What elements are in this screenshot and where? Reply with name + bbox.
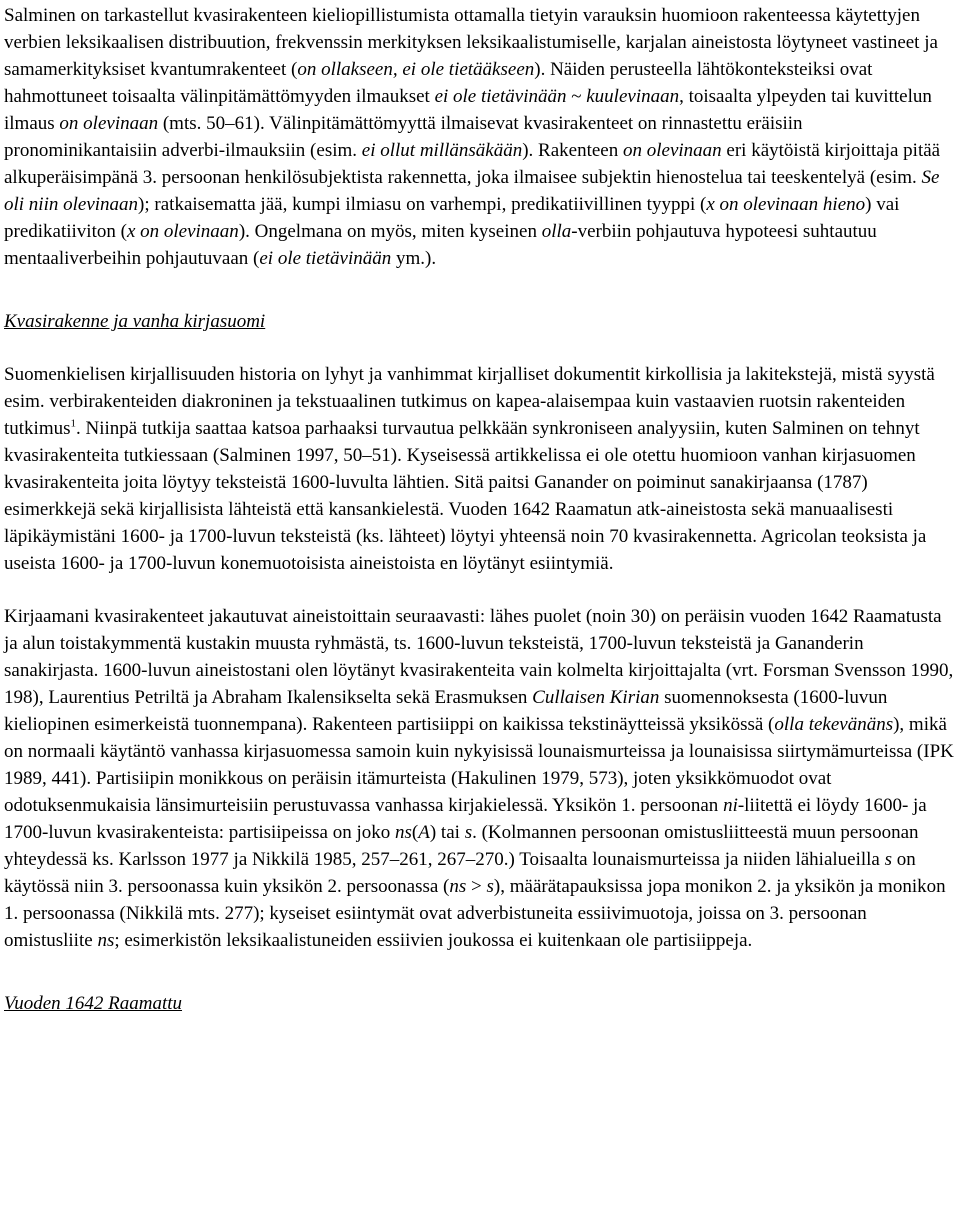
italic-text-run: ei ollut millänsäkään bbox=[361, 140, 523, 161]
text-run: ), määrätapauksissa jopa monikon 2. ja yksikön ja monikon 1. persoonassa (Nikkilä mts. 277); kyseiset esiintymät ovat adverbistuneita essiivimuotoja, joissa on 3. persoonan omistusliite bbox=[4, 876, 946, 951]
italic-text-run: Se oli niin olevinaan bbox=[4, 167, 940, 215]
italic-text-run: ni bbox=[723, 795, 738, 816]
italic-text-run: olla bbox=[541, 221, 572, 242]
text-run: ). Näiden perusteella lähtökonteksteiksi ovat hahmottuneet toisaalta välinpitämättömyyden ilmaukset bbox=[4, 59, 873, 107]
italic-text-run: ns bbox=[97, 930, 115, 951]
italic-text-run: x on olevinaan bbox=[126, 221, 239, 242]
italic-text-run: on olevinaan bbox=[59, 113, 159, 134]
text-run: ) vai predikatiiviton ( bbox=[4, 194, 900, 242]
section-heading-kvasirakenne: Kvasirakenne ja vanha kirjasuomi bbox=[4, 311, 266, 332]
text-run: . (Kolmannen persoonan omistusliitteestä muun persoonan yhteydessä ks. Karlsson 1977 ja Nikkilä 1985, 257–261, 267–270.) Toisaalta lounaismurteissa ja niiden lähialueilla bbox=[4, 822, 919, 870]
italic-text-run: ei ole tietävinään bbox=[259, 248, 392, 269]
text-run: > bbox=[466, 876, 487, 897]
text-run: suomennoksesta (1600-luvun kieliopinen esimerkeistä tuonnempana). Rakenteen partisiippi on kaikissa tekstinäytteissä yksikössä ( bbox=[4, 687, 888, 735]
document-page bbox=[4, 2, 956, 1017]
text-run: Salminen on tarkastellut kvasirakenteen kieliopillistumista ottamalla tietyin varauksin huomioon rakenteessa käytettyjen verbien leksikaalisen distribuution, frekvenssin merkityksen leksikaalistumiselle, karjalan aineistosta löytyneet vastineet ja samamerkityksiset kvantumrakenteet ( bbox=[4, 5, 938, 80]
italic-text-run: ns bbox=[449, 876, 467, 897]
text-run: ) tai bbox=[429, 822, 465, 843]
italic-text-run: on olevinaan bbox=[622, 140, 722, 161]
italic-text-run: x on olevinaan hieno bbox=[706, 194, 866, 215]
italic-text-run: kuulevinaan bbox=[586, 86, 680, 107]
text-run: ). Ongelmana on myös, miten kyseinen bbox=[238, 221, 542, 242]
paragraph-salminen bbox=[4, 2, 956, 272]
italic-text-run: ns bbox=[395, 822, 412, 843]
paragraph-kirjaamani bbox=[4, 603, 956, 954]
text-run: eri käytöistä kirjoittaja pitää alkuperäisimpänä 3. persoonan henkilösubjektista rakennetta, joka ilmaisee subjektin hienostelua tai teeskentelyä (esim. bbox=[4, 140, 941, 188]
text-run: -liitettä ei löydy 1600- ja 1700-luvun kvasirakenteista: partisiipeissa on joko bbox=[4, 795, 927, 843]
italic-text-run: A bbox=[418, 822, 430, 843]
footnote-marker: 1 bbox=[70, 417, 77, 430]
text-run: Kirjaamani kvasirakenteet jakautuvat aineistoittain seuraavasti: lähes puolet (noin 30) on peräisin vuoden 1642 Raamatusta ja alun toistakymmentä kustakin muusta ryhmästä, ts. 1600-luvun teksteistä, 1700-luvun teksteistä ja Gananderin sanakirjasta. 1600-luvun aineistostani olen löytänyt kvasirakenteita vain kolmelta kirjoittajalta (vrt. Forsman Svensson 1990, 198), Laurentius Petriltä ja Abraham Ikalensikselta sekä Erasmuksen bbox=[4, 606, 954, 708]
text-run: -verbiin pohjautuva hypoteesi suhtautuu mentaaliverbeihin pohjautuvaan ( bbox=[4, 221, 877, 269]
text-run: , toisaalta ylpeyden tai kuvittelun ilmaus bbox=[4, 86, 932, 134]
italic-text-run: s bbox=[464, 822, 473, 843]
text-run: ), mikä on normaali käytäntö vanhassa kirjasuomessa samoin kuin nykyisissä lounaismurteissa ja lounaisissa siirtymämurteissa (IPK 1989, 441). Partisiipin monikkous on peräisin itämurteista (Hakulinen 1979, 573), joten yksikkömuodot ovat odotuksenmukaisia länsimurteisiin perustuvassa vanhassa kirjakielessä. Yksikön 1. persoonan bbox=[4, 714, 954, 816]
paragraph-suomenkielisen bbox=[4, 361, 956, 577]
italic-text-run: olla tekevänäns bbox=[774, 714, 894, 735]
text-run: . Niinpä tutkija saattaa katsoa parhaaksi turvautua pelkkään synkroniseen analyysiin, kuten Salminen on tehnyt kvasirakenteita tutkiessaan (Salminen 1997, 50–51). Kyseisessä artikkelissa ei ole otettu huomioon vanhan kirjasuomen kvasirakenteita joita löytyy teksteistä 1600-luvulta lähtien. Sitä paitsi Ganander on poiminut sanakirjaansa (1787) esimerkkejä sekä kirjallisista lähteistä että kansankielestä. Vuoden 1642 Raamatun atk-aineistosta sekä manuaalisesti läpikäymistäni 1600- ja 1700-luvun teksteistä (ks. lähteet) löytyi yhteensä noin 70 kvasirakennetta. Agricolan teoksista ja useista 1600- ja 1700-luvun konemuotoisista aineistoista en löytänyt esiintymiä. bbox=[4, 418, 927, 574]
text-run: ( bbox=[411, 822, 419, 843]
italic-text-run: s bbox=[884, 849, 893, 870]
text-run: ). Rakenteen bbox=[522, 140, 623, 161]
italic-text-run: s bbox=[486, 876, 494, 897]
text-run: (mts. 50–61). Välinpitämättömyyttä ilmaisevat kvasirakenteet on rinnastettu eräisiin pronominikantaisiin adverbi-ilmauksiin (esim. bbox=[4, 113, 803, 161]
text-run: ~ bbox=[566, 86, 587, 107]
text-run: Suomenkielisen kirjallisuuden historia on lyhyt ja vanhimmat kirjalliset dokumentit kirkollisia ja lakitekstejä, mistä syystä esim. verbirakenteiden diakroninen ja tekstuaalinen tutkimus on kapea-alaisempaa kuin vastaavien ruotsin rakenteiden tutkimus bbox=[4, 364, 935, 439]
italic-text-run: on ollakseen, ei ole tietääkseen bbox=[297, 59, 535, 80]
text-run: ); ratkaisematta jää, kumpi ilmiasu on varhempi, predikatiivillinen tyyppi ( bbox=[138, 194, 707, 215]
text-run: on käytössä niin 3. persoonassa kuin yksikön 2. persoonassa ( bbox=[4, 849, 916, 897]
italic-text-run: ei ole tietävinään bbox=[434, 86, 567, 107]
text-run: ; esimerkistön leksikaalistuneiden essiivien joukossa ei kuitenkaan ole partisiippeja. bbox=[114, 930, 753, 951]
text-run: ym.). bbox=[391, 248, 437, 269]
italic-text-run: Cullaisen Kirian bbox=[532, 687, 660, 708]
section-heading-raamattu: Vuoden 1642 Raamattu bbox=[4, 993, 183, 1014]
